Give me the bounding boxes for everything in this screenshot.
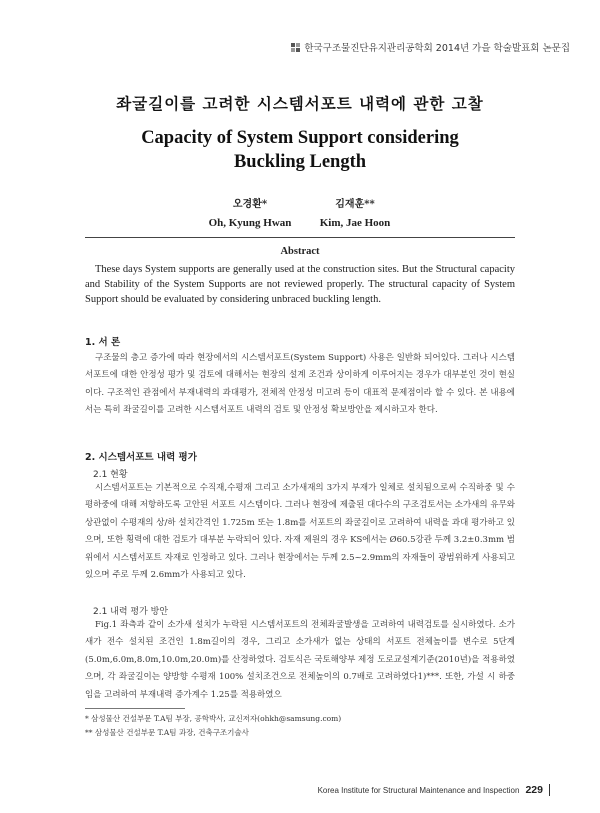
conference-header <box>291 40 570 54</box>
author-block <box>0 192 600 232</box>
section-2-1-paragraph: 시스템서포트는 기본적으로 수직재,수평재 그리고 소가새재의 3가지 부재가 일체로 설치됨으로써 수직하중 및 수평하중에 대해 저항하도록 고안된 서포트 시스템이다. 그러나 현장에 제출된 대다수의 구조검토서는 소가새의 유무와 상관없이 수평재의 상/하 설치간격인 1.725m 또는 1.8m를 서포트의 좌굴길이로 고려하여 내력을 과대 평가하고 있으며, 또한 횡력에 대한 검토가 대부분 누락되어 있다. 자재 제원의 경우 KS에서는 Ø60.5강관 두께 3.2±0.3mm 범위에서 시스템서포트 자재로 인정하고 있다. 그러나 현장에서는 두께 2.5~2.9mm의 자재들이 광범위하게 사용되고 있으며 주로 두께 2.6mm가 사용되고 있다. <box>85 483 515 581</box>
section-1-paragraph: 구조물의 층고 증가에 따라 현장에서의 시스템서포트(System Support) 사용은 일반화 되어있다. 그러나 시스템서포트에 대한 안정성 평가 및 검토에 대해서는 현장의 설계 조건과 상이하게 이루어지는 경우가 대부분인 것이 현실이다. 구조적인 관점에서 부재내력의 과대평가, 전체적 안정성 미고려 등이 대표적 문제점이라 할 수 있다. 본 내용에서는 특히 좌굴길이를 고려한 시스템서포트 내력의 검토 및 안정성 확보방안을 제시하고자 한다. <box>85 353 515 416</box>
conference-name: 한국구조물진단유지관리공학회 2014년 가을 학술발표회 논문집 <box>304 43 570 54</box>
page-number: 229 <box>525 784 543 796</box>
page-footer <box>318 784 550 796</box>
author-2-name-ko: 김재훈** <box>335 199 375 210</box>
section-1-body <box>85 350 515 420</box>
header-bullet-icon <box>291 43 300 52</box>
footnote-1: * 삼성물산 건설부문 T.A팀 부장, 공학박사, 교신저자(ohkh@samsung.com) <box>85 714 342 723</box>
section-2-1-heading: 2.1 현황 <box>93 470 128 480</box>
abstract-heading: Abstract <box>280 246 320 257</box>
footer-bar <box>549 784 550 796</box>
author-1-name-ko: 오경환* <box>232 199 268 210</box>
section-2-heading: 2. 시스템서포트 내력 평가 <box>85 452 197 463</box>
author-2 <box>300 192 410 229</box>
author-2-name-en: Kim, Jae Hoon <box>319 217 391 229</box>
title-korean: 좌굴길이를 고려한 시스템서포트 내력에 관한 고찰 <box>116 95 484 113</box>
author-1-name-en: Oh, Kyung Hwan <box>208 217 292 229</box>
title-english-line1: Capacity of System Support considering <box>141 128 459 148</box>
author-1 <box>200 192 300 229</box>
section-2-2-heading: 2.1 내력 평가 방안 <box>93 607 169 617</box>
title-english-line2: Buckling Length <box>233 152 367 172</box>
author-divider <box>85 237 515 238</box>
title-english <box>0 126 600 174</box>
abstract-body <box>85 262 515 307</box>
section-1-heading: 1. 서 론 <box>85 337 121 348</box>
section-2-1-body <box>85 480 515 584</box>
footnote-2: ** 삼성물산 건설부문 T.A팀 과장, 건축구조기술사 <box>85 728 249 737</box>
abstract-text: These days System supports are generally used at the construction sites. But the Structural capacity and Stability of the System Supports are not reviewed properly. The structural capacity of System Support should be evaluated by considering unbraced buckling length. <box>85 264 515 305</box>
section-2-2-paragraph: Fig.1 좌측과 같이 소가새 설치가 누락된 시스템서포트의 전체좌굴발생을 고려하여 내력검토를 실시하였다. 소가새가 전수 설치된 조건인 1.8m길이의 경우, 그리고 소가새가 없는 상태의 서포트 전체높이를 변수로 5단계(5.0m,6.0m,8.0m,10.0m,20.0m)를 산정하였다. 검토식은 국토해양부 제정 도로교설계기준(2010년)을 적용하였으며, 각 좌굴길이는 양방향 수평재 100% 설치조건으로 전체높이의 0.7배로 고려하였다1)***. 또한, 가설 시 하중임을 고려하여 부재내력 증가계수 1.25를 적용하였으 <box>85 620 515 700</box>
section-2-2-body <box>85 617 515 704</box>
footer-journal: Korea Institute for Structural Maintenance and Inspection <box>317 785 520 795</box>
footnotes <box>85 712 341 740</box>
footnote-divider <box>85 708 185 709</box>
